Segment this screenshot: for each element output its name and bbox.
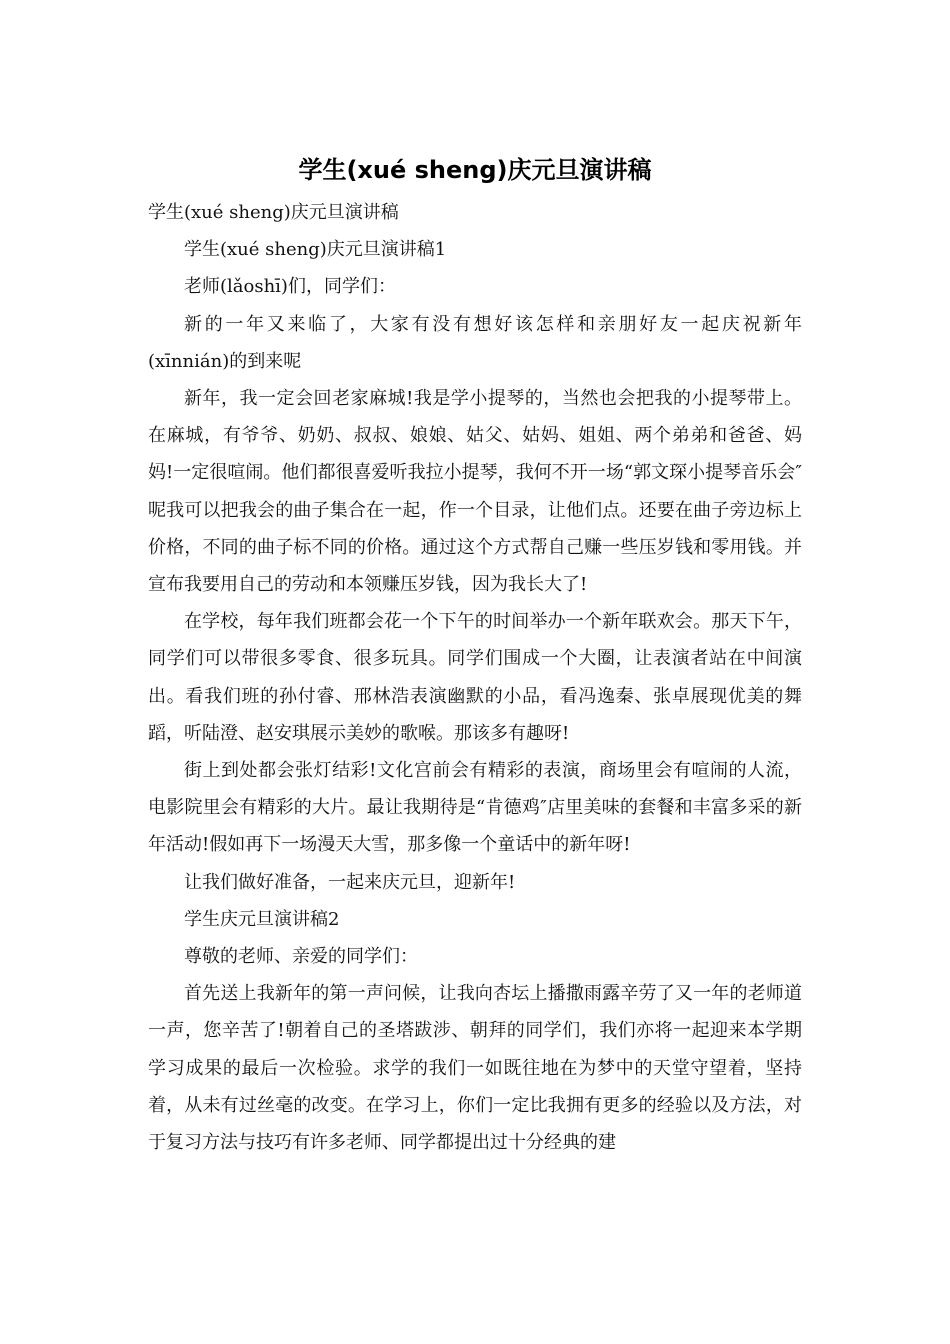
paragraph-body: 新的一年又来临了，大家有没有想好该怎样和亲朋好友一起庆祝新年(xīnnián)的到来呢: [148, 313, 802, 372]
paragraph-body: 首先送上我新年的第一声问候，让我向杏坛上播撒雨露辛劳了又一年的老师道一声，您辛苦了!朝着自己的圣塔跋涉、朝拜的同学们，我们亦将一起迎来本学期学习成果的最后一次检验。求学的我们一如既往地在为梦中的天堂守望着，坚持着，从未有过丝毫的改变。在学习上，你们一定比我拥有更多的经验以及方法，对于复习方法与技巧有许多老师、同学都提出过十分经典的建: [148, 983, 802, 1154]
paragraph-body: 新年，我一定会回老家麻城!我是学小提琴的，当然也会把我的小提琴带上。在麻城，有爷爷、奶奶、叔叔、娘娘、姑父、姑妈、姐姐、两个弟弟和爸爸、妈妈!一定很喧闹。他们都很喜爱听我拉小提琴，我何不开一场“郭文琛小提琴音乐会″呢我可以把我会的曲子集合在一起，作一个目录，让他们点。还要在曲子旁边标上价格，不同的曲子标不同的价格。通过这个方式帮自己赚一些压岁钱和零用钱。并宣布我要用自己的劳动和本领赚压岁钱，因为我长大了!: [148, 388, 802, 596]
paragraph-greeting-2: 尊敬的老师、亲爱的同学们：: [184, 946, 418, 968]
paragraph-heading: 学生(xué sheng)庆元旦演讲稿: [148, 202, 399, 223]
paragraph-greeting-1: 老师(lǎoshī)们，同学们：: [184, 276, 396, 298]
paragraph-section-1-title: 学生(xué sheng)庆元旦演讲稿1: [184, 239, 447, 261]
paragraph-section-2-title: 学生庆元旦演讲稿2: [184, 908, 340, 930]
paragraph-body: 让我们做好准备，一起来庆元旦，迎新年!: [184, 871, 516, 893]
paragraph-body: 在学校，每年我们班都会花一个下午的时间举办一个新年联欢会。那天下午，同学们可以带很多零食、很多玩具。同学们围成一个大圈，让表演者站在中间演出。看我们班的孙付睿、邢林浩表演幽默的小品，看冯逸秦、张卓展现优美的舞蹈，听陆澄、赵安琪展示美妙的歌喉。那该多有趣呀!: [148, 611, 802, 744]
document-page: [148, 150, 802, 1161]
document-title: 学生(xué sheng)庆元旦演讲稿: [298, 156, 652, 184]
paragraph-body: 街上到处都会张灯结彩!文化宫前会有精彩的表演，商场里会有喧闹的人流，电影院里会有精彩的大片。最让我期待是“肯德鸡″店里美味的套餐和丰富多采的新年活动!假如再下一场漫天大雪，那多像一个童话中的新年呀!: [148, 760, 802, 856]
